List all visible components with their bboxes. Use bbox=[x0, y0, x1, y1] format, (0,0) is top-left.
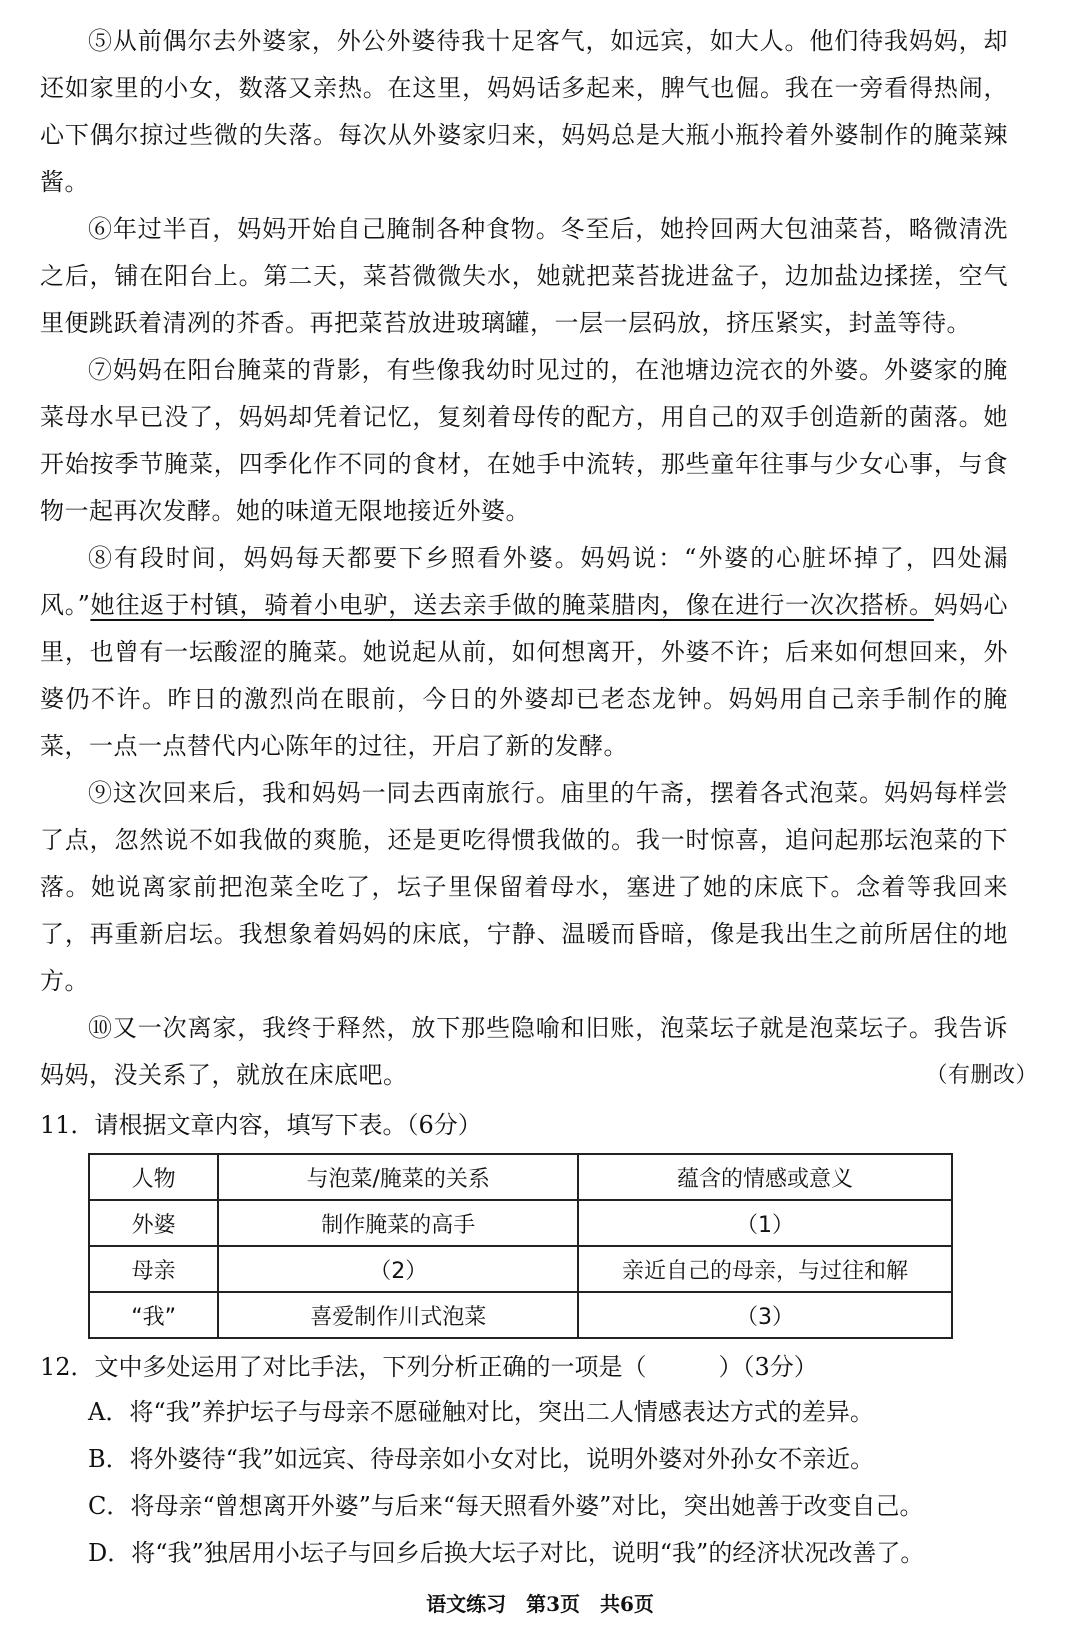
paragraph-5: ⑤从前偶尔去外婆家，外公外婆待我十足客气，如远宾，如大人。他们待我妈妈，却还如家里的小女，数落又亲热。在这里，妈妈话多起来，脾气也倔。我在一旁看得热闹，心下偶尔掠过些微的失落。每次从外婆家归来，妈妈总是大瓶小瓶拎着外婆制作的腌菜辣酱。 bbox=[40, 27, 1008, 196]
table-header-cell: 与泡菜/腌菜的关系 bbox=[218, 1154, 578, 1200]
table-row bbox=[89, 1246, 952, 1292]
underlined-sentence: 她往返于村镇，骑着小电驴，送去亲手做的腌菜腊肉，像在进行一次次搭桥。 bbox=[90, 591, 934, 619]
table-cell-blank-3: （3） bbox=[578, 1292, 952, 1338]
table-header-cell: 人物 bbox=[89, 1154, 218, 1200]
table-header-cell: 蕴含的情感或意义 bbox=[578, 1154, 952, 1200]
edit-credit: （有删改） bbox=[925, 1063, 1038, 1088]
table-cell: 喜爱制作川式泡菜 bbox=[218, 1292, 578, 1338]
table-cell: 亲近自己的母亲，与过往和解 bbox=[578, 1246, 952, 1292]
table-header-row bbox=[89, 1154, 952, 1200]
answer-table bbox=[88, 1153, 953, 1339]
option-a: A．将“我”养护坛子与母亲不愿碰触对比，突出二人情感表达方式的差异。 bbox=[88, 1398, 874, 1426]
table-cell: 外婆 bbox=[89, 1200, 218, 1246]
paragraph-7: ⑦妈妈在阳台腌菜的背影，有些像我幼时见过的，在池塘边浣衣的外婆。外婆家的腌菜母水早已没了，妈妈却凭着记忆，复刻着母传的配方，用自己的双手创造新的菌落。她开始按季节腌菜，四季化作不同的食材，在她手中流转，那些童年往事与少女心事，与食物一起再次发酵。她的味道无限地接近外婆。 bbox=[40, 356, 1008, 525]
paragraph-10-text: ⑩又一次离家，我终于释然，放下那些隐喻和旧账，泡菜坛子就是泡菜坛子。我告诉妈妈，没关系了，就放在床底吧。 bbox=[40, 1014, 1008, 1089]
option-c: C．将母亲“曾想离开外婆”与后来“每天照看外婆”对比，突出她善于改变自己。 bbox=[88, 1492, 924, 1520]
table-cell: 制作腌菜的高手 bbox=[218, 1200, 578, 1246]
table-cell: 母亲 bbox=[89, 1246, 218, 1292]
table-row bbox=[89, 1292, 952, 1338]
paragraph-6: ⑥年过半百，妈妈开始自己腌制各种食物。冬至后，她拎回两大包油菜苔，略微清洗之后，铺在阳台上。第二天，菜苔微微失水，她就把菜苔拢进盆子，边加盐边揉搓，空气里便跳跃着清冽的芥香。再把菜苔放进玻璃罐，一层一层码放，挤压紧实，封盖等待。 bbox=[40, 215, 1008, 337]
paragraph-9: ⑨这次回来后，我和妈妈一同去西南旅行。庙里的午斋，摆着各式泡菜。妈妈每样尝了点，忽然说不如我做的爽脆，还是更吃得惯我做的。我一时惊喜，追问起那坛泡菜的下落。她说离家前把泡菜全吃了，坛子里保留着母水，塞进了她的床底下。念着等我回来了，再重新启坛。我想象着妈妈的床底，宁静、温暖而昏暗，像是我出生之前所居住的地方。 bbox=[40, 779, 1008, 995]
option-b: B．将外婆待“我”如远宾、待母亲如小女对比，说明外婆对外孙女不亲近。 bbox=[88, 1445, 875, 1473]
table-cell: “我” bbox=[89, 1292, 218, 1338]
question-12-title: 12．文中多处运用了对比手法，下列分析正确的一项是（ ）（3分） bbox=[40, 1353, 818, 1381]
table-row bbox=[89, 1200, 952, 1246]
paragraph-8-end: 妈妈心里，也曾有一坛酸涩的腌菜。她说起从前，如何想离开，外婆不许；后来如何想回来，外婆仍不许。昨日的激烈尚在眼前，今日的外婆却已老态龙钟。妈妈用自己亲手制作的腌菜，一点一点替代内心陈年的过往，开启了新的发酵。 bbox=[40, 591, 1008, 760]
page-footer: 语文练习 第3页 共6页 bbox=[426, 1592, 654, 1616]
paragraph-8-start: ⑧有段时间，妈妈每天都要下乡照看外婆。妈妈说：“外婆的心脏坏掉了，四处漏风。” bbox=[40, 544, 1008, 619]
table-cell-blank-2: （2） bbox=[218, 1246, 578, 1292]
paragraph-8 bbox=[40, 535, 1008, 770]
question-11-title: 11．请根据文章内容，填写下表。（6分） bbox=[40, 1111, 482, 1139]
paragraph-10 bbox=[40, 1005, 1038, 1099]
table-cell-blank-1: （1） bbox=[578, 1200, 952, 1246]
option-d: D．将“我”独居用小坛子与回乡后换大坛子对比，说明“我”的经济状况改善了。 bbox=[88, 1539, 925, 1567]
